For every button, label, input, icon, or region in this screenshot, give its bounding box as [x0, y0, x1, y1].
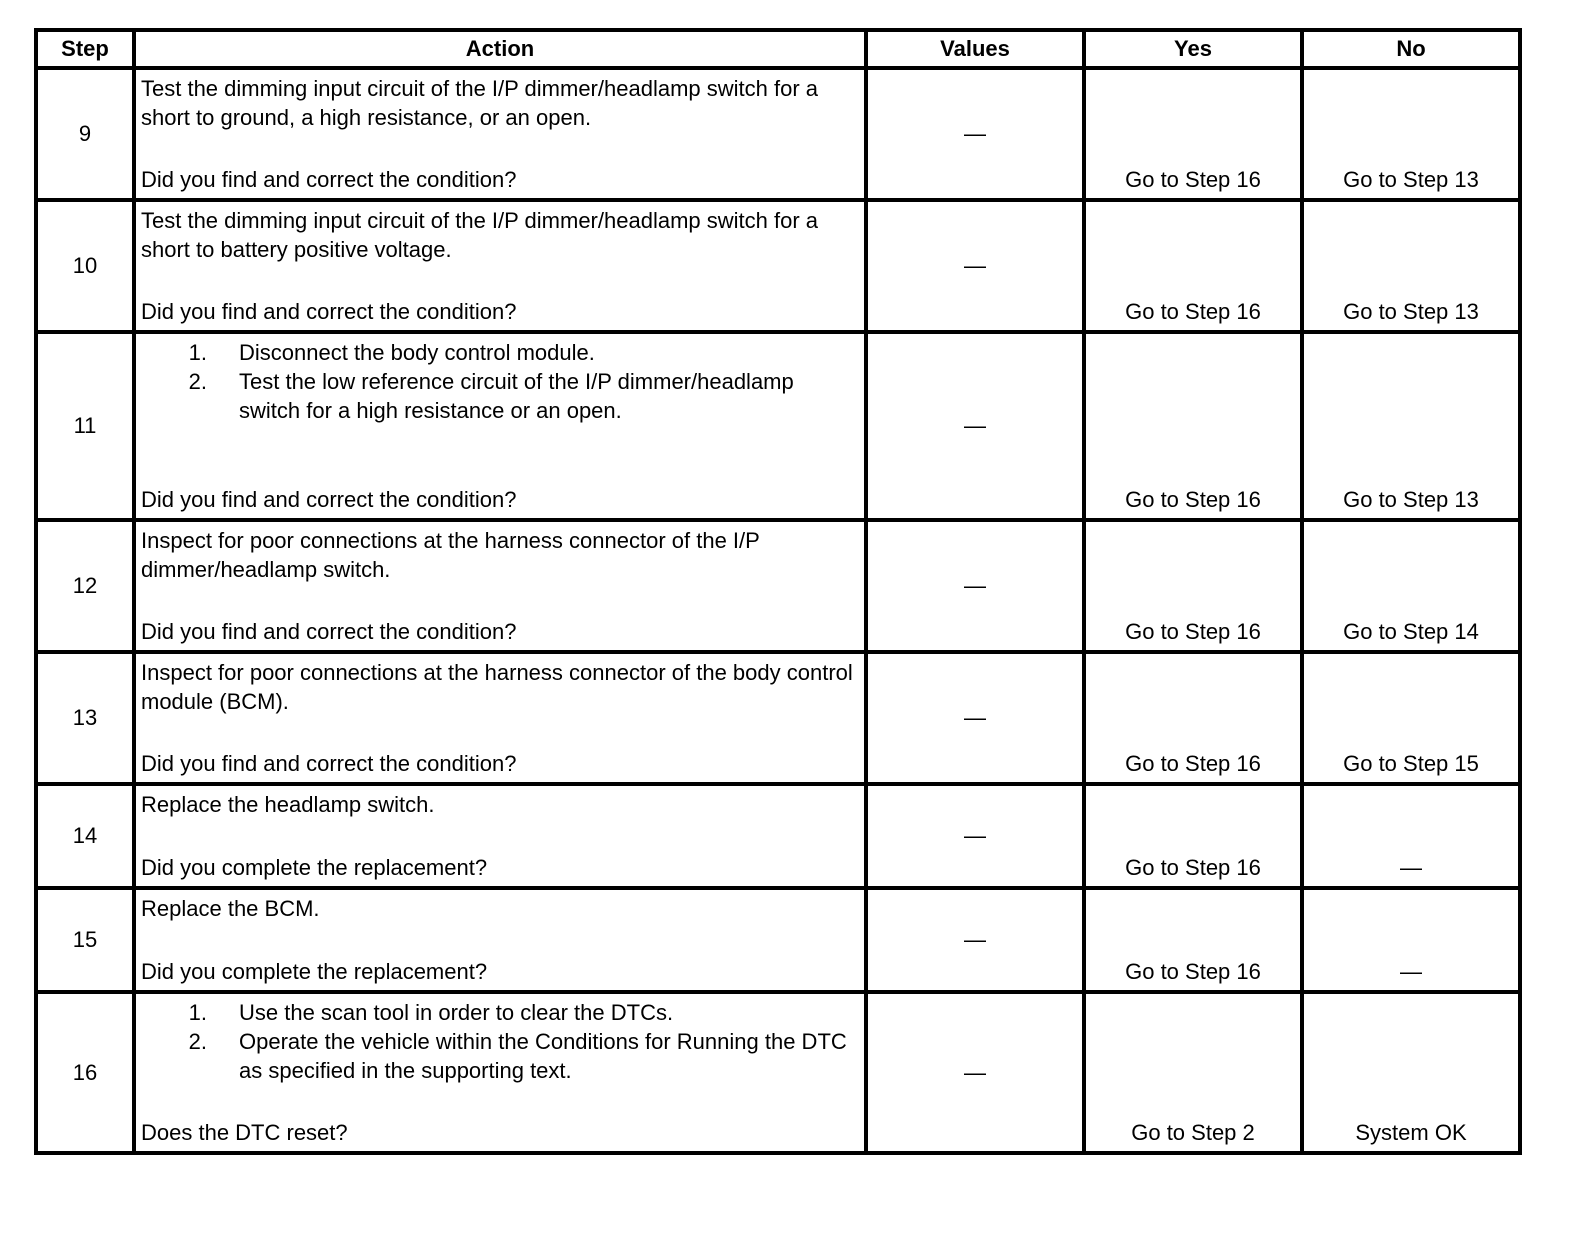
yes-cell: Go to Step 16: [1084, 652, 1302, 784]
values-cell: —: [866, 784, 1084, 888]
values-cell: —: [866, 68, 1084, 200]
list-item: [141, 1027, 860, 1085]
action-text: Replace the headlamp switch.: [141, 792, 435, 817]
action-question: Did you complete the replacement?: [141, 855, 488, 880]
header-row: [36, 30, 1520, 68]
values-cell: —: [866, 200, 1084, 332]
action-cell: [134, 520, 866, 652]
table-row: [36, 992, 1520, 1153]
no-cell: —: [1302, 888, 1520, 992]
action-question: Did you complete the replacement?: [141, 959, 488, 984]
action-question: Did you find and correct the condition?: [141, 751, 517, 776]
list-item-number: 2.: [188, 1029, 207, 1054]
table-row: [36, 520, 1520, 652]
values-cell: —: [866, 888, 1084, 992]
no-cell: System OK: [1302, 992, 1520, 1153]
action-text: Inspect for poor connections at the harness connector of the I/P dimmer/headlamp switch.: [141, 528, 760, 582]
action-cell: [134, 888, 866, 992]
list-item-number: 1.: [188, 1000, 207, 1025]
action-cell: [134, 652, 866, 784]
step-number: 9: [36, 68, 134, 200]
values-cell: —: [866, 992, 1084, 1153]
header-no: No: [1302, 30, 1520, 68]
step-number: 16: [36, 992, 134, 1153]
list-item-number: 1.: [188, 340, 207, 365]
step-number: 10: [36, 200, 134, 332]
values-cell: —: [866, 652, 1084, 784]
action-question: Did you find and correct the condition?: [141, 299, 517, 324]
yes-cell: Go to Step 16: [1084, 784, 1302, 888]
yes-cell: Go to Step 16: [1084, 332, 1302, 520]
list-item-text: Test the low reference circuit of the I/P dimmer/headlamp switch for a high resistance or an open.: [239, 369, 794, 423]
header-values: Values: [866, 30, 1084, 68]
list-item: [141, 338, 860, 367]
list-item-text: Operate the vehicle within the Conditions for Running the DTC as specified in the supporting text.: [239, 1029, 847, 1083]
no-cell: Go to Step 14: [1302, 520, 1520, 652]
no-cell: Go to Step 13: [1302, 200, 1520, 332]
table-row: [36, 784, 1520, 888]
table-row: [36, 332, 1520, 520]
step-number: 14: [36, 784, 134, 888]
action-question: Does the DTC reset?: [141, 1120, 348, 1145]
action-question: Did you find and correct the condition?: [141, 167, 517, 192]
action-text: Replace the BCM.: [141, 896, 320, 921]
table-row: [36, 200, 1520, 332]
list-item: [141, 367, 860, 425]
list-item: [141, 998, 860, 1027]
yes-cell: Go to Step 16: [1084, 200, 1302, 332]
action-text: Test the dimming input circuit of the I/P dimmer/headlamp switch for a short to battery positive voltage.: [141, 208, 818, 262]
table-row: [36, 68, 1520, 200]
header-step: Step: [36, 30, 134, 68]
step-number: 15: [36, 888, 134, 992]
no-cell: Go to Step 13: [1302, 68, 1520, 200]
step-number: 11: [36, 332, 134, 520]
action-cell: [134, 784, 866, 888]
diagnostic-table: [34, 28, 1522, 1155]
table-row: [36, 888, 1520, 992]
action-question: Did you find and correct the condition?: [141, 487, 517, 512]
list-item-text: Use the scan tool in order to clear the DTCs.: [239, 1000, 674, 1025]
action-cell: [134, 68, 866, 200]
yes-cell: Go to Step 16: [1084, 68, 1302, 200]
table-row: [36, 652, 1520, 784]
step-number: 13: [36, 652, 134, 784]
step-number: 12: [36, 520, 134, 652]
yes-cell: Go to Step 16: [1084, 888, 1302, 992]
list-item-number: 2.: [188, 369, 207, 394]
action-cell: [134, 200, 866, 332]
header-yes: Yes: [1084, 30, 1302, 68]
action-text: Test the dimming input circuit of the I/P dimmer/headlamp switch for a short to ground, a high resistance, or an open.: [141, 76, 818, 130]
list-item-text: Disconnect the body control module.: [239, 340, 595, 365]
action-question: Did you find and correct the condition?: [141, 619, 517, 644]
yes-cell: Go to Step 16: [1084, 520, 1302, 652]
table-body: [36, 68, 1520, 1153]
action-cell: [134, 332, 866, 520]
no-cell: Go to Step 13: [1302, 332, 1520, 520]
header-action: Action: [134, 30, 866, 68]
yes-cell: Go to Step 2: [1084, 992, 1302, 1153]
action-list: [141, 998, 860, 1085]
action-cell: [134, 992, 866, 1153]
action-list: [141, 338, 860, 425]
values-cell: —: [866, 520, 1084, 652]
values-cell: —: [866, 332, 1084, 520]
no-cell: —: [1302, 784, 1520, 888]
action-text: Inspect for poor connections at the harness connector of the body control module (BCM).: [141, 660, 853, 714]
no-cell: Go to Step 15: [1302, 652, 1520, 784]
